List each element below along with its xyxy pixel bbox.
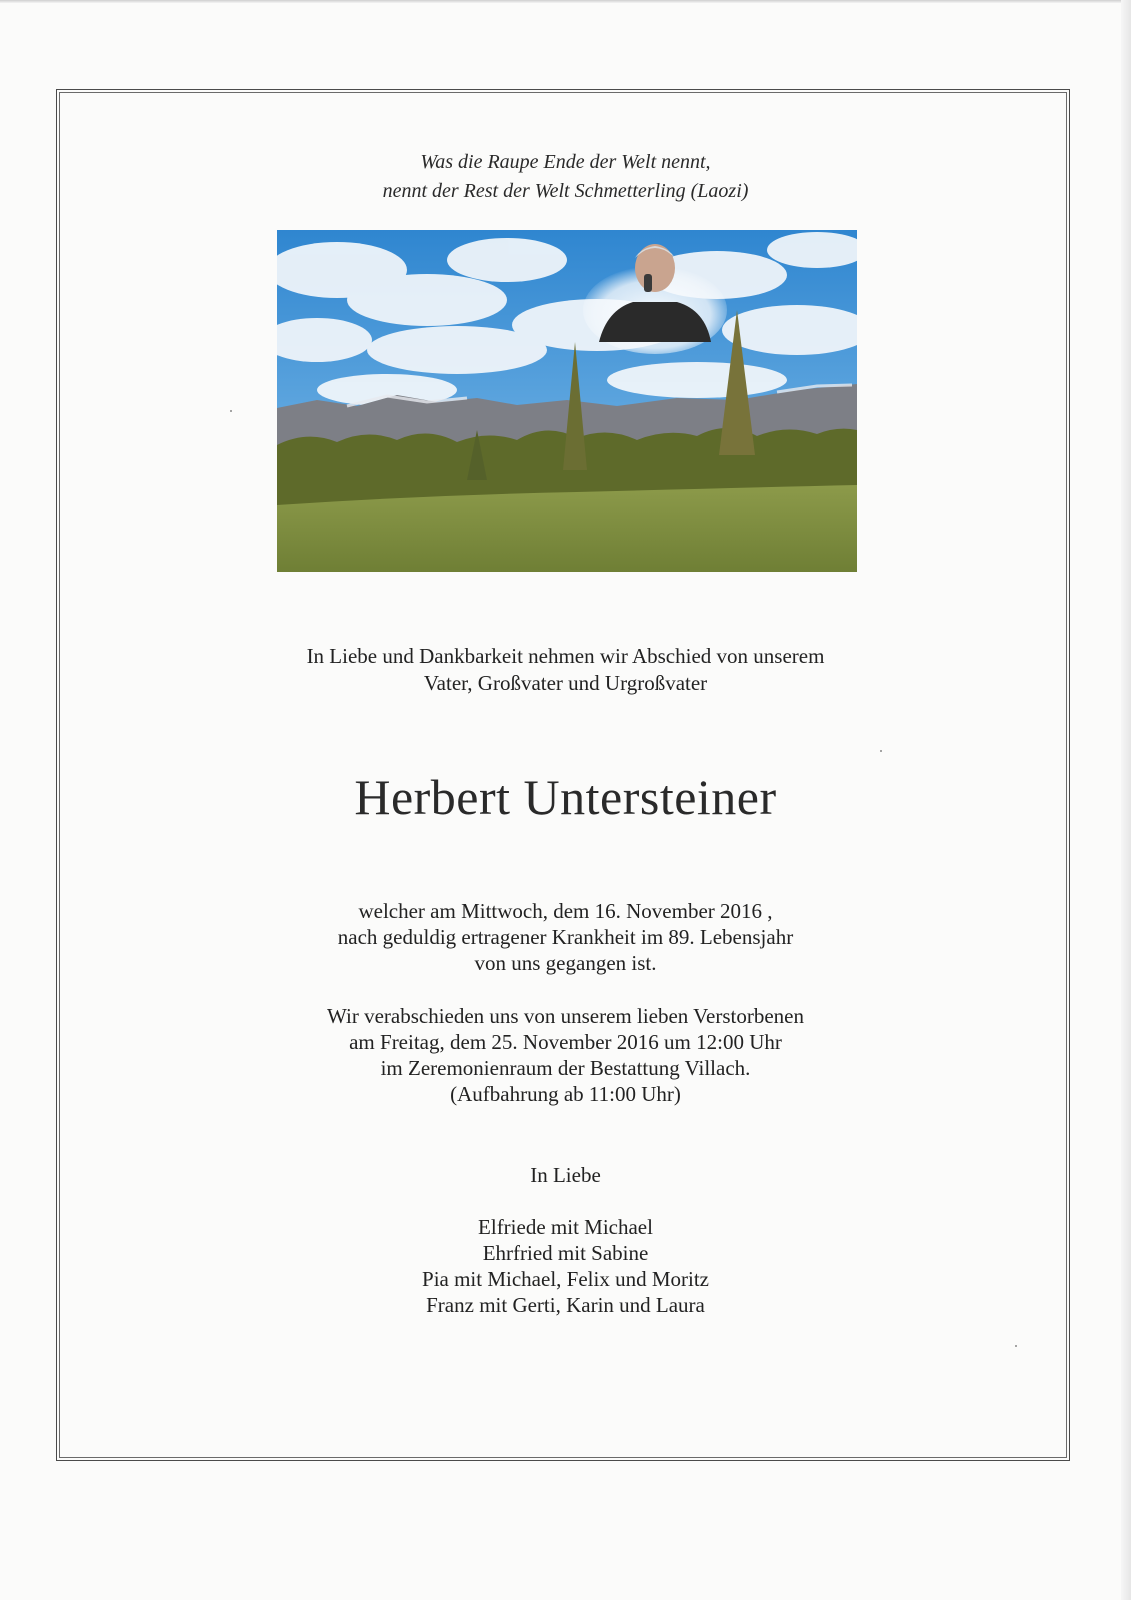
scan-speck [230, 410, 232, 412]
ceremony-line-3: im Zeremonienraum der Bestattung Villach. [380, 1056, 751, 1080]
ceremony-line-4: (Aufbahrung ab 11:00 Uhr) [450, 1082, 681, 1106]
details-line-2: nach geduldig ertragener Krankheit im 89. Lebensjahr [337, 925, 794, 949]
quote-line-2: nennt der Rest der Welt Schmetterling (Laozi) [382, 180, 749, 202]
family-member: Ehrfried mit Sabine [482, 1241, 649, 1265]
ceremony-line-1: Wir verabschieden uns von unserem lieben Verstorbenen [327, 1004, 804, 1028]
family-member: Franz mit Gerti, Karin und Laura [426, 1293, 705, 1317]
details-block [0, 898, 1131, 976]
ceremony-block [0, 1003, 1131, 1107]
scan-edge-top [0, 0, 1131, 3]
deceased-name: Herbert Untersteiner [354, 769, 777, 825]
details-line-1: welcher am Mittwoch, dem 16. November 2016 , [358, 899, 773, 923]
closing-line: In Liebe [530, 1163, 601, 1187]
details-line-3: von uns gegangen ist. [474, 951, 657, 975]
intro-line-1: In Liebe und Dankbarkeit nehmen wir Abschied von unserem [306, 644, 825, 668]
quote-line-1: Was die Raupe Ende der Welt nennt, [420, 151, 711, 173]
family-member: Elfriede mit Michael [478, 1215, 653, 1239]
family-list [0, 1214, 1131, 1318]
scan-speck [1015, 1345, 1017, 1347]
family-member: Pia mit Michael, Felix und Moritz [422, 1267, 709, 1291]
ceremony-line-2: am Freitag, dem 25. November 2016 um 12:00 Uhr [349, 1030, 782, 1054]
quote-block [0, 148, 1131, 206]
scan-speck [880, 750, 882, 752]
intro-block [0, 643, 1131, 697]
memorial-photo [277, 230, 857, 572]
intro-line-2: Vater, Großvater und Urgroßvater [423, 671, 708, 695]
